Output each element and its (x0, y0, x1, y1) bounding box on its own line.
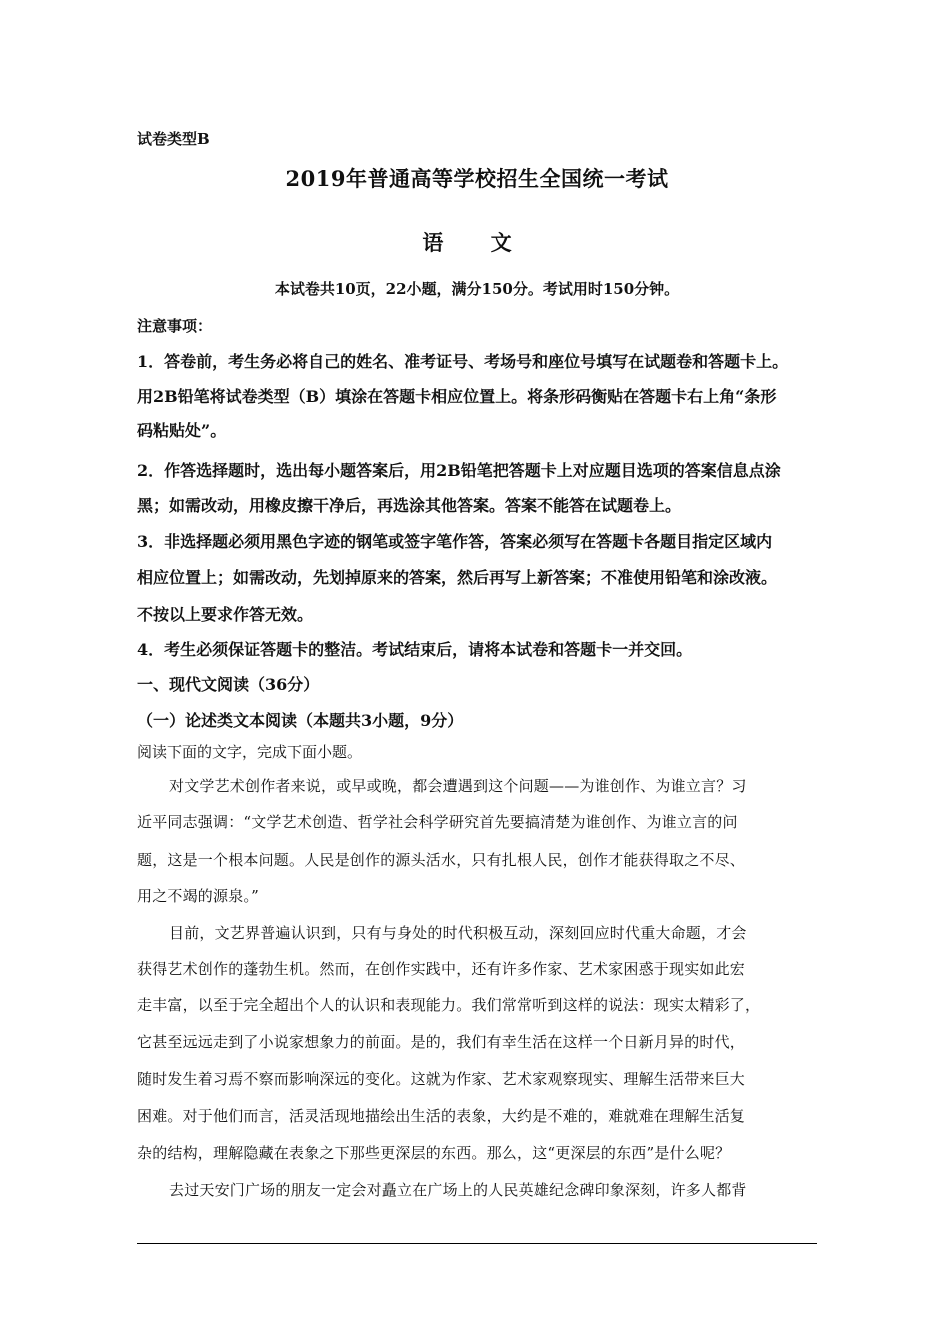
subsection-heading: （一）论述类文本阅读（本题共3小题，9分） (137, 711, 464, 730)
exam-type-label: 试卷类型B (137, 130, 210, 148)
passage-line: 获得艺术创作的蓬勃生机。然而，在创作实践中，还有许多作家、艺术家困惑于现实如此宏 (137, 960, 746, 978)
passage-line: 近平同志强调：“文学艺术创造、哲学社会科学研究首先要搞清楚为谁创作、为谁立言的问 (137, 813, 738, 831)
notice-line: 相应位置上；如需改动，先划掉原来的答案，然后再写上新答案；不准使用铅笔和涂改液。 (137, 568, 778, 587)
page-title: 2019年普通高等学校招生全国统一考试 (285, 166, 669, 191)
notice-line: 黑；如需改动，用橡皮擦干净后，再选涂其他答案。答案不能答在试题卷上。 (137, 496, 682, 515)
notice-line: 3．非选择题必须用黑色字迹的钢笔或签字笔作答，答案必须写在答题卡各题目指定区域内 (137, 532, 773, 551)
passage-line: 随时发生着习焉不察而影响深远的变化。这就为作家、艺术家观察现实、理解生活带来巨大 (137, 1070, 746, 1088)
reading-instruction: 阅读下面的文字，完成下面小题。 (137, 743, 363, 761)
notice-line: 用2B铅笔将试卷类型（B）填涂在答题卡相应位置上。将条形码衡贴在答题卡右上角“条形 (137, 387, 777, 406)
exam-meta: 本试卷共10页，22小题，满分150分。考试用时150分钟。 (274, 280, 680, 298)
notice-line: 不按以上要求作答无效。 (137, 605, 314, 624)
footer-divider (137, 1243, 817, 1244)
notice-line: 1．答卷前，考生务必将自己的姓名、准考证号、考场号和座位号填写在试题卷和答题卡上。 (137, 352, 789, 371)
notice-line: 4．考生必须保证答题卡的整洁。考试结束后，请将本试卷和答题卡一并交回。 (137, 640, 693, 659)
notice-title: 注意事项： (137, 317, 213, 335)
passage-line: 它甚至远远走到了小说家想象力的前面。是的，我们有幸生活在这样一个日新月异的时代， (137, 1033, 746, 1051)
notice-line: 2．作答选择题时，选出每小题答案后，用2B铅笔把答题卡上对应题目选项的答案信息点涂 (137, 461, 781, 480)
passage-line: 对文学艺术创作者来说，或早或晚，都会遭遇到这个问题——为谁创作、为谁立言？习 (169, 777, 747, 795)
subject-title: 语 文 (422, 230, 532, 255)
passage-line: 用之不竭的源泉。” (137, 887, 259, 905)
passage-line: 题，这是一个根本问题。人民是创作的源头活水，只有扎根人民，创作才能获得取之不尽、 (137, 851, 746, 869)
passage-line: 去过天安门广场的朋友一定会对矗立在广场上的人民英雄纪念碑印象深刻，许多人都背 (169, 1181, 747, 1199)
section-heading: 一、现代文阅读（36分） (137, 675, 320, 694)
passage-line: 困难。对于他们而言，活灵活现地描绘出生活的表象，大约是不难的，难就难在理解生活复 (137, 1107, 746, 1125)
notice-line: 码粘贴处”。 (137, 421, 227, 440)
passage-line: 目前，文艺界普遍认识到，只有与身处的时代积极互动，深刻回应时代重大命题，才会 (169, 924, 747, 942)
passage-line: 杂的结构，理解隐藏在表象之下那些更深层的东西。那么，这“更深层的东西”是什么呢？ (137, 1144, 731, 1162)
passage-line: 走丰富，以至于完全超出个人的认识和表现能力。我们常常听到这样的说法：现实太精彩了， (137, 996, 761, 1014)
